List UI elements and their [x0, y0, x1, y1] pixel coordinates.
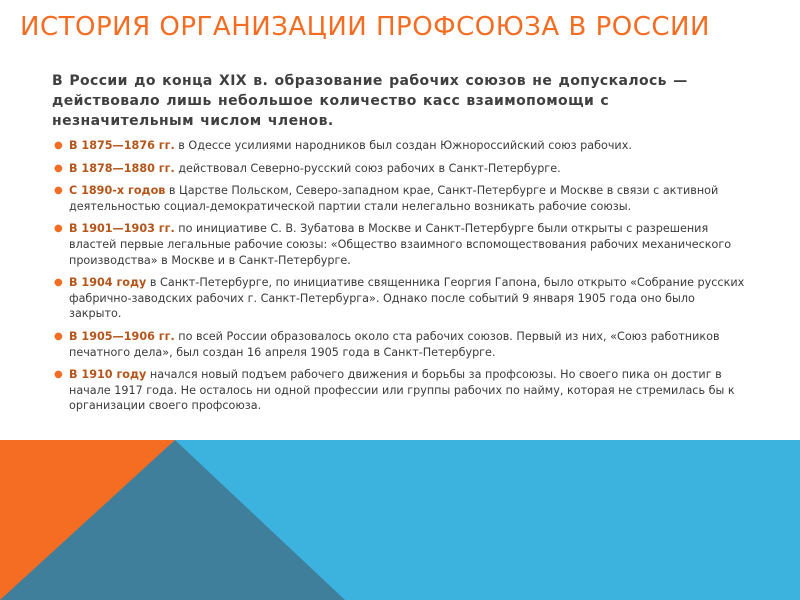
bullet-text: начался новый подъем рабочего движения и борьбы за профсоюзы. Но своего пика он достиг в начале 1917 года. Не осталось ни одной профессии или группы рабочих по найму, которая не стремилась бы к организации своего профсоюза.: [69, 368, 735, 413]
bullet-marker-icon: ●: [54, 223, 63, 235]
bullet-text: в Одессе усилиями народников был создан Южнороссийский союз рабочих.: [174, 139, 632, 152]
bullet-text: по всей России образовалось около ста рабочих союзов. Первый из них, «Союз работников печатного дела», был создан 16 апреля 1905 года в Санкт-Петербурге.: [69, 329, 720, 359]
bullet-text: по инициативе С. В. Зубатова в Москве и Санкт-Петербурге были открыты с разрешения властей первые легальные рабочие союзы: «Общество взаимного вспомоществования рабочих механического производства» в Москве и в Санкт-Петербурге.: [69, 222, 732, 267]
bullet-date: В 1904 году: [69, 276, 147, 290]
bullet-date: В 1875—1876 гг.: [69, 139, 175, 152]
slide-title: ИСТОРИЯ ОРГАНИЗАЦИИ ПРОФСОЮЗА В РОССИИ: [20, 12, 710, 42]
bullet-marker-icon: ●: [54, 162, 63, 174]
bullet-marker-icon: ●: [54, 185, 63, 197]
bullet-date: В 1905—1906 гг.: [69, 329, 175, 343]
bullet-text: в Царстве Польском, Северо-западном крае, Санкт-Петербурге и Москве в связи с активной деятельностью социал-демократической партии стали нелегально возникать рабочие союзы.: [69, 184, 719, 213]
bullet-date: С 1890-х годов: [69, 184, 166, 198]
bullet-item: [52, 275, 747, 322]
intro-paragraph: В России до конца XIX в. образование рабочих союзов не допускалось — действовало лишь небольшое количество касс взаимопомощи с незначительным числом членов.: [52, 73, 688, 129]
bullet-text: в Санкт-Петербурге, по инициативе священника Георгия Гапона, было открыто «Собрание русских фабрично-заводских рабочих г. Санкт-Петербурга». Однако после событий 9 января 1905 года оно было закрыто.: [69, 276, 745, 321]
bullet-date: В 1878—1880 гг.: [69, 161, 175, 175]
bullet-item: [52, 183, 747, 214]
bullet-item: [52, 161, 747, 177]
decorative-footer-band: [0, 440, 800, 600]
bullet-item: [52, 221, 747, 268]
bullet-marker-icon: ●: [54, 369, 63, 381]
bullet-date: В 1910 году: [69, 368, 147, 382]
bullet-marker-icon: ●: [54, 330, 63, 342]
bullet-marker-icon: ●: [54, 140, 63, 151]
bullet-item: [52, 329, 747, 360]
bullet-marker-icon: ●: [54, 277, 63, 289]
bullet-item: [52, 138, 747, 154]
bullet-list: [52, 138, 747, 421]
bullet-date: В 1901—1903 гг.: [69, 222, 175, 236]
bullet-item: [52, 367, 747, 414]
bullet-text: действовал Северно-русский союз рабочих в Санкт-Петербурге.: [174, 161, 561, 175]
